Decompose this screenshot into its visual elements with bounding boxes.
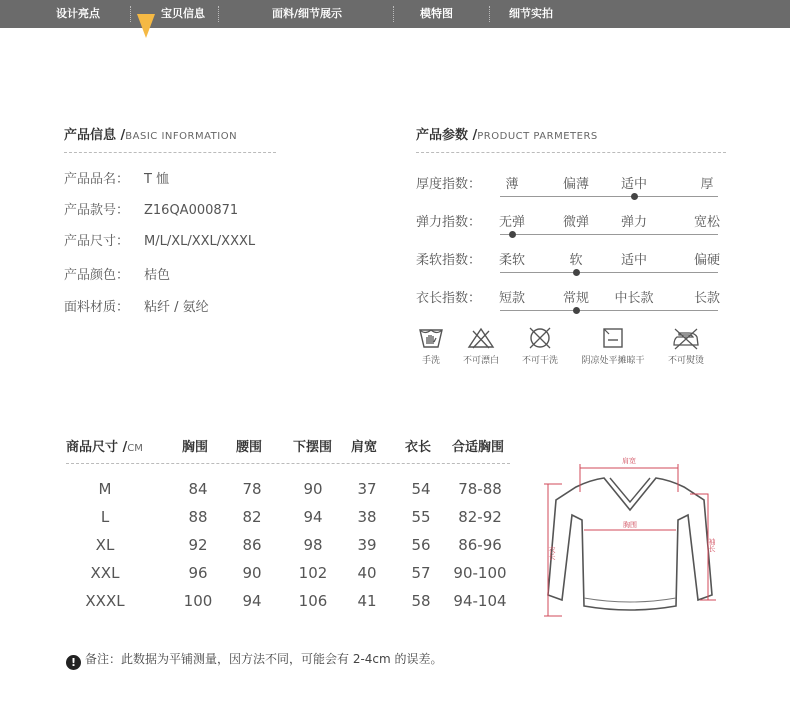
shoulder-label: 肩宽 xyxy=(622,457,636,465)
info-value: T 恤 xyxy=(144,172,170,187)
size-table-cell: 57 xyxy=(411,564,431,582)
param-option: 短款 xyxy=(498,291,525,306)
param-option: 无弹 xyxy=(498,215,525,230)
param-option: 中长款 xyxy=(614,291,654,306)
param-scale-line xyxy=(500,272,718,273)
info-label: 产品品名： xyxy=(64,172,130,187)
info-value: 桔色 xyxy=(144,268,171,283)
chest-label: 胸围 xyxy=(623,521,637,529)
param-option: 厚 xyxy=(700,177,714,192)
basic-info-title xyxy=(64,124,237,143)
size-table-cell: 90-100 xyxy=(453,564,507,582)
param-label: 弹力指数： xyxy=(416,215,482,230)
param-scale-line xyxy=(500,234,718,235)
divider xyxy=(64,152,276,153)
size-table-header: 肩宽 xyxy=(351,440,378,455)
param-option: 微弹 xyxy=(562,215,589,230)
tab-detail-photos[interactable]: 细节实拍 xyxy=(509,7,553,20)
info-row-name xyxy=(64,168,169,187)
sleeve-label: 袖长 xyxy=(708,538,716,552)
nav-divider xyxy=(393,6,394,22)
size-label: XXXL xyxy=(85,592,125,610)
param-option: 偏硬 xyxy=(693,253,720,268)
info-value: Z16QA000871 xyxy=(144,203,239,218)
params-title xyxy=(416,124,598,143)
size-label: M xyxy=(98,480,112,498)
care-label: 不可漂白 xyxy=(462,356,499,366)
size-label: XXL xyxy=(90,564,120,582)
param-label: 衣长指数： xyxy=(416,291,482,306)
size-table-cell: 88 xyxy=(188,508,208,526)
size-table-cell: 86-96 xyxy=(458,536,502,554)
info-label: 产品颜色： xyxy=(64,268,130,283)
param-option: 偏薄 xyxy=(562,177,589,192)
tab-design-highlights[interactable]: 设计亮点 xyxy=(56,7,100,20)
measurement-note xyxy=(66,650,443,670)
size-table-cell: 82 xyxy=(242,508,262,526)
info-label: 产品款号： xyxy=(64,203,130,218)
param-option: 柔软 xyxy=(498,253,525,268)
param-option: 常规 xyxy=(562,291,589,306)
size-table-title xyxy=(66,436,143,455)
size-table-cell: 55 xyxy=(411,508,431,526)
info-row-style-no xyxy=(64,199,238,218)
size-table-cell: 84 xyxy=(188,480,208,498)
size-table-cell: 40 xyxy=(357,564,377,582)
size-table-cell: 94-104 xyxy=(453,592,507,610)
param-scale-line xyxy=(500,196,718,197)
basic-info-title-cn: 产品信息 / xyxy=(64,128,126,143)
size-label: XL xyxy=(95,536,115,554)
size-table-cell: 94 xyxy=(303,508,323,526)
size-table-cell: 90 xyxy=(303,480,323,498)
size-table-header: 胸围 xyxy=(182,440,209,455)
param-option: 长款 xyxy=(693,291,720,306)
param-label: 柔软指数： xyxy=(416,253,482,268)
size-table-title-cn: 商品尺寸 / xyxy=(66,440,128,455)
size-table-cell: 78-88 xyxy=(458,480,502,498)
garment-outline xyxy=(548,478,712,610)
size-table-cell: 102 xyxy=(298,564,328,582)
tab-product-info[interactable]: 宝贝信息 xyxy=(161,7,205,20)
size-table-cell: 38 xyxy=(357,508,377,526)
size-table-cell: 58 xyxy=(411,592,431,610)
care-label: 手洗 xyxy=(421,356,440,366)
param-label: 厚度指数： xyxy=(416,177,482,192)
size-table-cell: 82-92 xyxy=(458,508,502,526)
param-option: 弹力 xyxy=(620,215,647,230)
size-label: L xyxy=(100,508,110,526)
size-table-cell: 98 xyxy=(303,536,323,554)
size-table-cell: 86 xyxy=(242,536,262,554)
size-table-cell: 92 xyxy=(188,536,208,554)
nav-divider xyxy=(218,6,219,22)
param-scale-line xyxy=(500,310,718,311)
param-selected-dot xyxy=(573,269,580,276)
tab-fabric-details[interactable]: 面料/细节展示 xyxy=(272,7,343,20)
info-value: 粘纤 / 氨纶 xyxy=(144,300,209,315)
params-title-cn: 产品参数 / xyxy=(416,128,478,143)
param-option: 薄 xyxy=(505,177,519,192)
length-label: 衣长 xyxy=(548,546,556,560)
basic-info-title-en: BASIC INFORMATION xyxy=(125,131,238,142)
info-row-color xyxy=(64,264,170,283)
size-table-cell: 90 xyxy=(242,564,262,582)
param-selected-dot xyxy=(631,193,638,200)
no-dry-clean-icon xyxy=(527,326,553,350)
info-label: 面料材质： xyxy=(64,300,130,315)
care-item xyxy=(505,326,575,366)
top-nav-bar xyxy=(0,0,790,28)
divider xyxy=(66,463,510,464)
info-value: M/L/XL/XXL/XXXL xyxy=(144,234,256,249)
param-option: 宽松 xyxy=(693,215,720,230)
care-label: 阴凉处平摊晾干 xyxy=(581,356,645,366)
size-table-cell: 37 xyxy=(357,480,377,498)
nav-divider xyxy=(489,6,490,22)
size-table-cell: 100 xyxy=(183,592,213,610)
care-label: 不可熨烫 xyxy=(667,356,704,366)
info-row-material xyxy=(64,296,209,315)
size-table-cell: 56 xyxy=(411,536,431,554)
note-text: 备注：此数据为平铺测量，因方法不同，可能会有 2-4cm 的误差。 xyxy=(85,652,443,666)
warning-icon: ! xyxy=(66,655,81,670)
param-option: 软 xyxy=(569,253,583,268)
size-table-cell: 96 xyxy=(188,564,208,582)
care-item xyxy=(651,326,721,366)
hand-wash-icon xyxy=(418,326,444,350)
size-table-cell: 41 xyxy=(357,592,377,610)
param-selected-dot xyxy=(573,307,580,314)
size-table-cell: 94 xyxy=(242,592,262,610)
no-bleach-icon xyxy=(467,326,495,350)
care-label: 不可干洗 xyxy=(521,356,558,366)
no-iron-icon xyxy=(671,326,701,350)
param-option: 适中 xyxy=(620,177,647,192)
param-option: 适中 xyxy=(620,253,647,268)
active-tab-pointer xyxy=(137,14,155,38)
size-table-cell: 78 xyxy=(242,480,262,498)
size-table-unit: CM xyxy=(127,443,143,454)
divider xyxy=(416,152,726,153)
param-selected-dot xyxy=(509,231,516,238)
size-table-header: 衣长 xyxy=(405,440,432,455)
size-table-cell: 39 xyxy=(357,536,377,554)
size-table-cell: 54 xyxy=(411,480,431,498)
size-table-header: 合适胸围 xyxy=(452,440,505,455)
params-title-en: PRODUCT PARMETERS xyxy=(477,131,598,142)
size-table-cell: 106 xyxy=(298,592,328,610)
care-item xyxy=(578,326,648,366)
size-table-header: 下摆围 xyxy=(293,440,333,455)
garment-size-diagram xyxy=(540,450,722,622)
size-table-header: 腰围 xyxy=(236,440,263,455)
info-row-sizes xyxy=(64,230,255,249)
info-label: 产品尺寸： xyxy=(64,234,130,249)
nav-divider xyxy=(130,6,131,22)
tab-model-photos[interactable]: 模特图 xyxy=(420,7,453,20)
shade-dry-flat-icon xyxy=(600,326,626,350)
